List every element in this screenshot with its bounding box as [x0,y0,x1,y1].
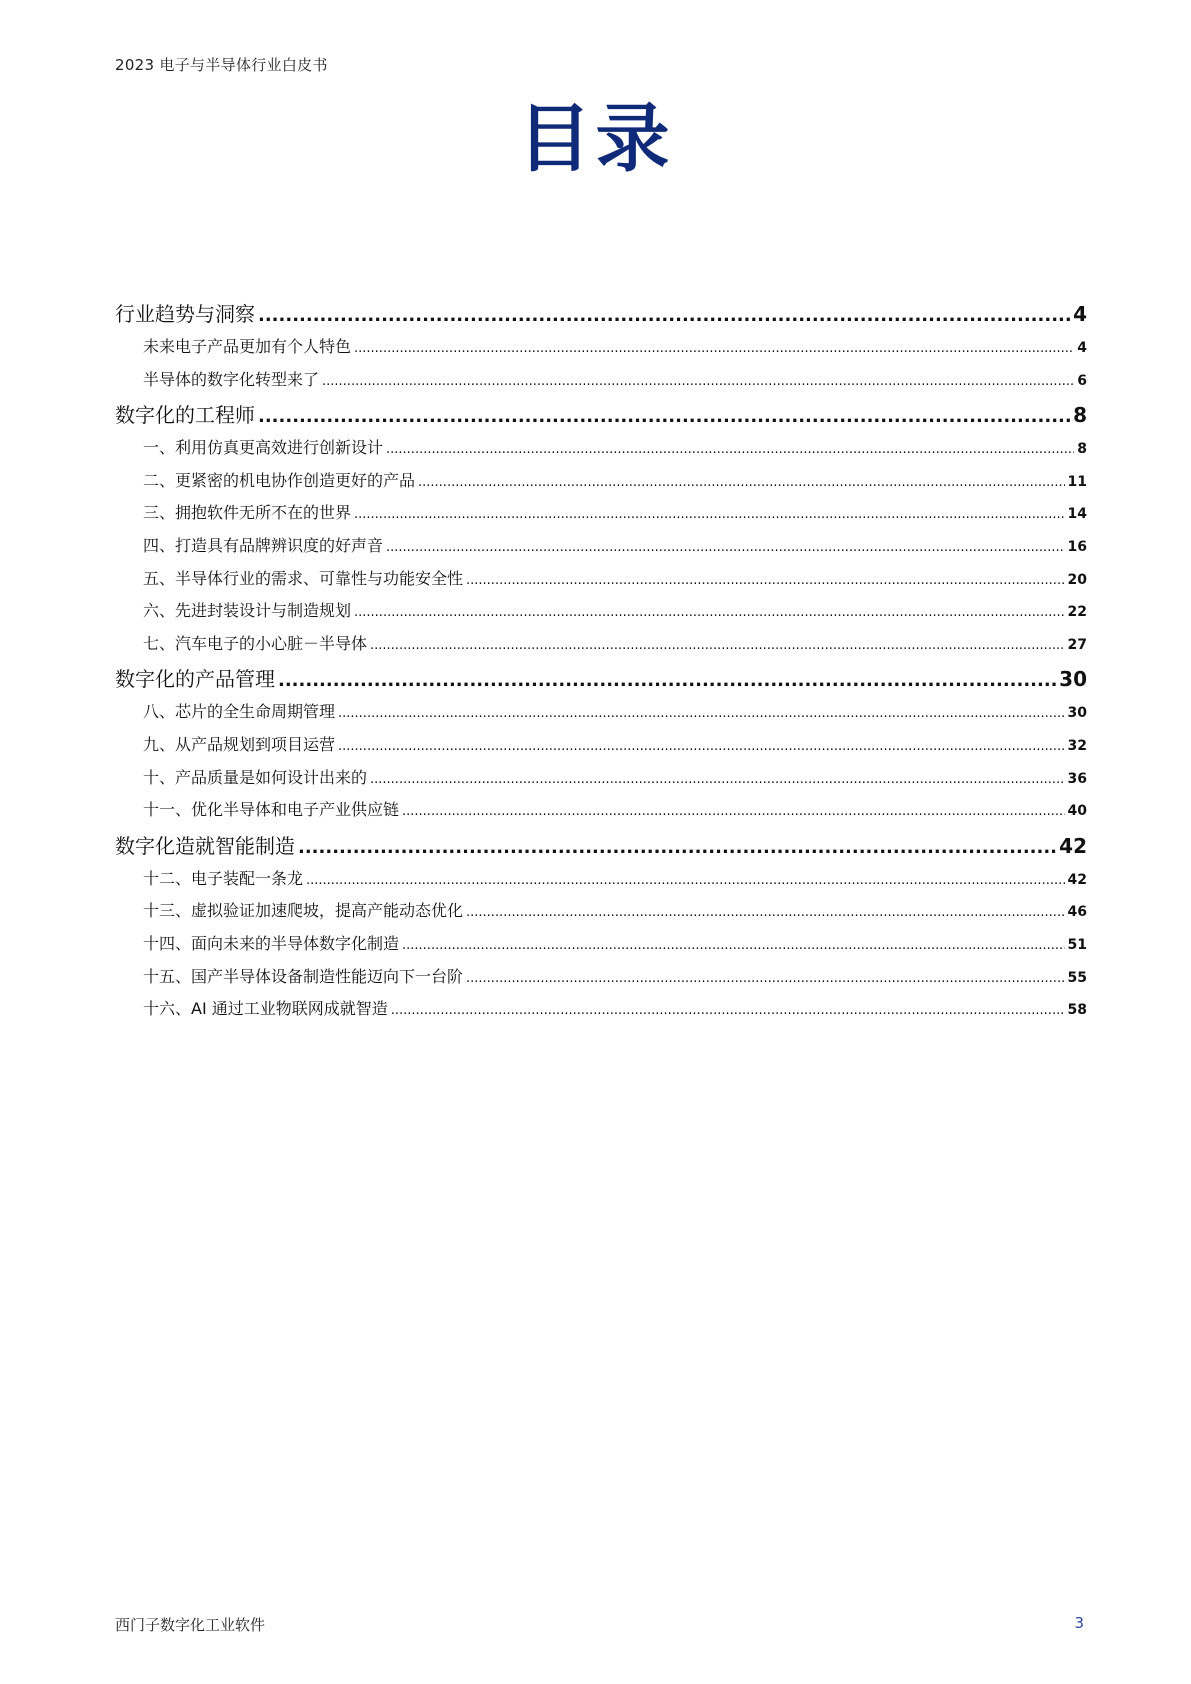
toc-dot-leader [298,837,1056,858]
toc-subsection-entry[interactable] [115,699,1087,732]
toc-subsection-entry[interactable] [115,631,1087,664]
toc-subsection-entry[interactable] [115,898,1087,931]
toc-entry-label: 十六、AI 通过工业物联网成就智造 [143,999,388,1019]
toc-dot-leader [402,804,1065,819]
toc-entry-page: 42 [1067,871,1087,888]
toc-entry-label: 四、打造具有品牌辨识度的好声音 [143,535,384,555]
toc-subsection-entry[interactable] [115,468,1087,501]
toc-entry-page: 40 [1067,803,1087,820]
toc-entry-label: 十五、国产半导体设备制造性能迈向下一台阶 [143,966,464,986]
toc-dot-leader [354,507,1065,522]
toc-dot-leader [354,341,1074,356]
toc-entry-page: 32 [1067,737,1087,754]
toc-subsection-entry[interactable] [115,533,1087,566]
toc-dot-leader [466,573,1065,588]
toc-subsection-entry[interactable] [115,866,1087,899]
toc-subsection-entry[interactable] [115,435,1087,468]
toc-entry-label: 未来电子产品更加有个人特色 [143,337,352,356]
toc-dot-leader [466,971,1065,986]
toc-entry-label: 十、产品质量是如何设计出来的 [143,767,368,787]
toc-entry-page: 16 [1067,538,1087,555]
toc-entry-label: 九、从产品规划到项目运营 [143,734,336,754]
toc-entry-page: 8 [1077,441,1087,458]
toc-entry-page: 46 [1067,904,1087,921]
toc-entry-page: 58 [1067,1002,1087,1019]
toc-entry-page: 30 [1067,705,1087,722]
toc-entry-page: 11 [1067,473,1087,490]
toc-entry-page: 27 [1067,636,1087,653]
toc-subsection-entry[interactable] [115,996,1087,1029]
toc-entry-page: 4 [1073,302,1087,326]
page-title: 目录 [517,96,674,182]
toc-dot-leader [258,305,1070,326]
toc-section-entry[interactable] [115,399,1087,435]
toc-section-entry[interactable] [115,298,1087,334]
toc-entry-page: 22 [1067,604,1087,621]
toc-entry-page: 14 [1067,506,1087,523]
toc-subsection-entry[interactable] [115,931,1087,964]
toc-entry-label: 半导体的数字化转型来了 [143,369,320,389]
toc-entry-page: 20 [1067,571,1087,588]
toc-entry-page: 30 [1059,667,1087,692]
toc-dot-leader [466,905,1065,920]
toc-entry-page: 51 [1067,936,1087,953]
toc-entry-label: 十三、虚拟验证加速爬坡，提高产能动态优化 [143,901,464,921]
table-of-contents [115,298,1087,1029]
toc-entry-label: 三、拥抱软件无所不在的世界 [143,503,352,523]
document-header: 2023 电子与半导体行业白皮书 [115,56,328,74]
toc-dot-leader [418,475,1065,490]
toc-entry-label: 十四、面向未来的半导体数字化制造 [143,933,400,953]
toc-entry-page: 42 [1059,833,1087,858]
toc-subsection-entry[interactable] [115,797,1087,830]
toc-subsection-entry[interactable] [115,732,1087,765]
toc-entry-label: 二、更紧密的机电协作创造更好的产品 [143,470,416,490]
toc-dot-leader [354,605,1065,620]
toc-entry-label: 六、先进封装设计与制造规划 [143,601,352,621]
toc-subsection-entry[interactable] [115,598,1087,631]
toc-entry-label: 十一、优化半导体和电子产业供应链 [143,800,400,820]
toc-dot-leader [386,442,1074,457]
toc-dot-leader [278,670,1056,691]
toc-entry-page: 8 [1073,403,1087,428]
toc-dot-leader [338,739,1065,754]
toc-subsection-entry[interactable] [115,765,1087,798]
toc-subsection-entry[interactable] [115,566,1087,599]
toc-entry-page: 55 [1067,969,1087,986]
toc-entry-label: 一、利用仿真更高效进行创新设计 [143,438,384,458]
toc-section-entry[interactable] [115,830,1087,866]
toc-dot-leader [370,638,1065,653]
toc-dot-leader [338,706,1065,721]
toc-entry-label: 八、芯片的全生命周期管理 [143,702,336,722]
toc-entry-label: 数字化的产品管理 [115,667,275,692]
toc-entry-label: 五、半导体行业的需求、可靠性与功能安全性 [143,568,464,588]
toc-subsection-entry[interactable] [115,367,1087,400]
footer-publisher: 西门子数字化工业软件 [115,1616,266,1634]
toc-dot-leader [391,1003,1065,1018]
toc-entry-label: 数字化造就智能制造 [115,833,295,858]
toc-entry-page: 4 [1077,340,1087,356]
toc-entry-label: 十二、电子装配一条龙 [143,868,304,888]
toc-entry-label: 行业趋势与洞察 [115,302,255,326]
toc-dot-leader [370,772,1065,787]
toc-dot-leader [258,406,1070,427]
toc-dot-leader [322,374,1074,389]
toc-section-entry[interactable] [115,663,1087,699]
toc-dot-leader [386,540,1065,555]
toc-entry-label: 数字化的工程师 [115,403,255,428]
toc-entry-page: 36 [1067,770,1087,787]
toc-entry-label: 七、汽车电子的小心脏－半导体 [143,633,368,653]
toc-dot-leader [402,938,1065,953]
footer-page-number: 3 [1074,1614,1084,1632]
toc-subsection-entry[interactable] [115,334,1087,367]
toc-subsection-entry[interactable] [115,964,1087,997]
toc-subsection-entry[interactable] [115,500,1087,533]
toc-dot-leader [306,873,1065,888]
toc-entry-page: 6 [1077,372,1087,389]
